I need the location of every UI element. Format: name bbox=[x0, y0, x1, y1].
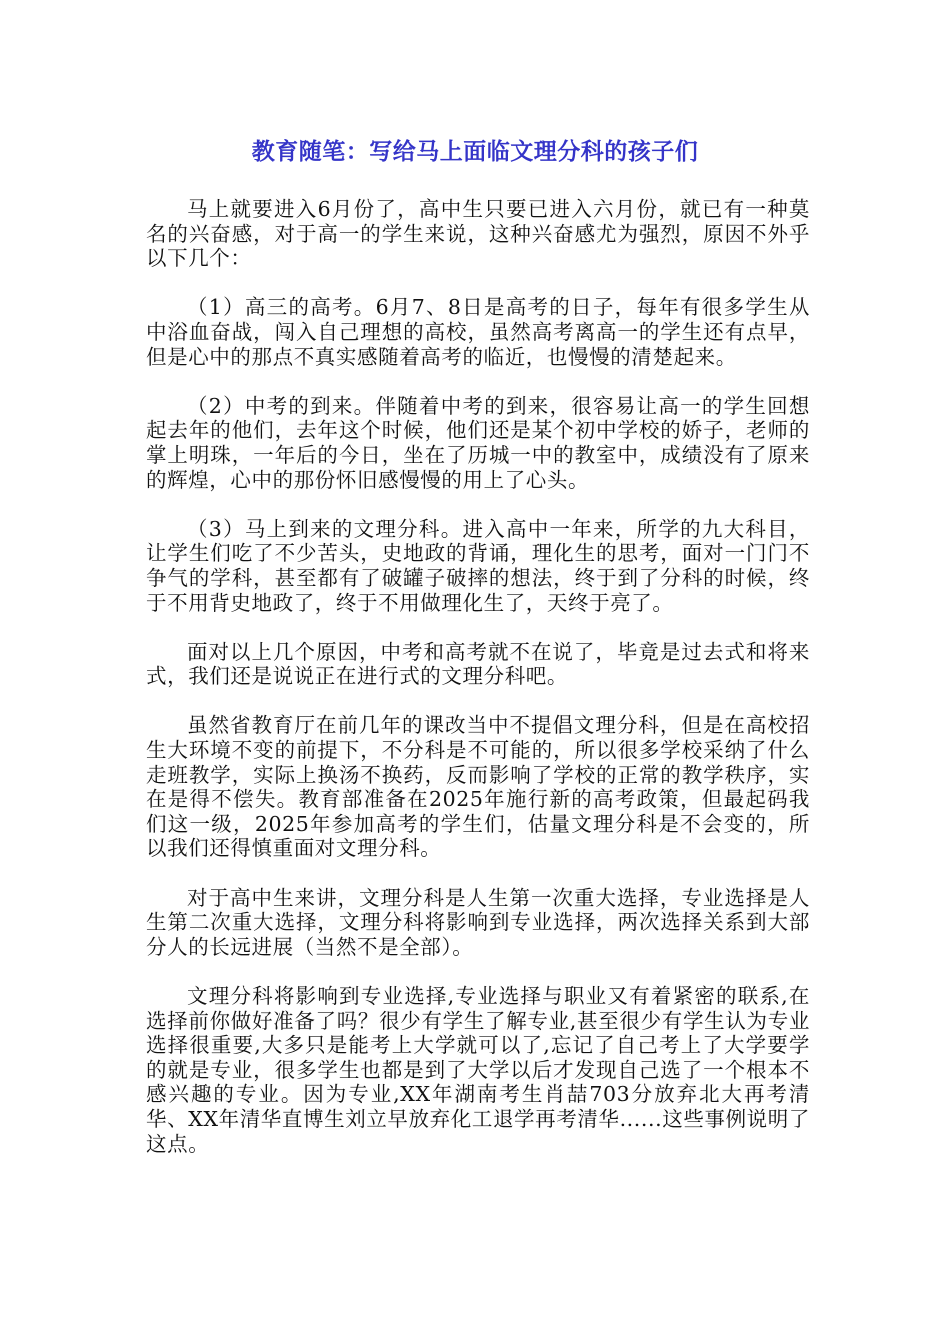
paragraph-intro: 马上就要进入6月份了，高中生只要已进入六月份，就已有一种莫名的兴奋感，对于高一的学生来说，这种兴奋感尤为强烈，原因不外乎以下几个： bbox=[146, 197, 810, 271]
document-title: 教育随笔：写给马上面临文理分科的孩子们 bbox=[251, 139, 699, 165]
paragraph-reason-1: （1）高三的高考。6月7、8日是高考的日子，每年有很多学生从中浴血奋战，闯入自己理想的高校，虽然高考离高一的学生还有点早，但是心中的那点不真实感随着高考的临近，也慢慢的清楚起来。 bbox=[146, 295, 810, 369]
paragraph-majors: 文理分科将影响到专业选择,专业选择与职业又有着紧密的联系,在选择前你做好准备了吗？很少有学生了解专业,甚至很少有学生认为专业选择很重要,大多只是能考上大学就可以了,忘记了自己考上了大学要学的就是专业，很多学生也都是到了大学以后才发现自己选了一个根本不感兴趣的专业。因为专业,XX年湖南考生肖喆703分放弃北大再考清华、XX年清华直博生刘立早放弃化工退学再考清华......这些事例说明了这点。 bbox=[146, 984, 810, 1156]
paragraph-transition: 面对以上几个原因，中考和高考就不在说了，毕竟是过去式和将来式，我们还是说说正在进行式的文理分科吧。 bbox=[146, 639, 810, 689]
paragraph-choices: 对于高中生来讲，文理分科是人生第一次重大选择，专业选择是人生第二次重大选择，文理分科将影响到专业选择，两次选择关系到大部分人的长远进展（当然不是全部）。 bbox=[146, 885, 810, 959]
paragraph-reason-2: （2）中考的到来。伴随着中考的到来，很容易让高一的学生回想起去年的他们，去年这个时候，他们还是某个初中学校的娇子，老师的掌上明珠，一年后的今日，坐在了历城一中的教室中，成绩没有了原来的辉煌，心中的那份怀旧感慢慢的用上了心头。 bbox=[146, 393, 810, 492]
paragraph-policy: 虽然省教育厅在前几年的课改当中不提倡文理分科，但是在高校招生大环境不变的前提下，不分科是不可能的，所以很多学校采纳了什么走班教学，实际上换汤不换药，反而影响了学校的正常的教学秩序，实在是得不偿失。教育部准备在2025年施行新的高考政策，但最起码我们这一级，2025年参加高考的学生们，估量文理分科是不会变的，所以我们还得慎重面对文理分科。 bbox=[146, 713, 810, 861]
document-body bbox=[146, 197, 810, 1181]
paragraph-reason-3: （3）马上到来的文理分科。进入高中一年来，所学的九大科目，让学生们吃了不少苦头，史地政的背诵，理化生的思考，面对一门门不争气的学科，甚至都有了破罐子破摔的想法，终于到了分科的时候，终于不用背史地政了，终于不用做理化生了，天终于亮了。 bbox=[146, 516, 810, 615]
